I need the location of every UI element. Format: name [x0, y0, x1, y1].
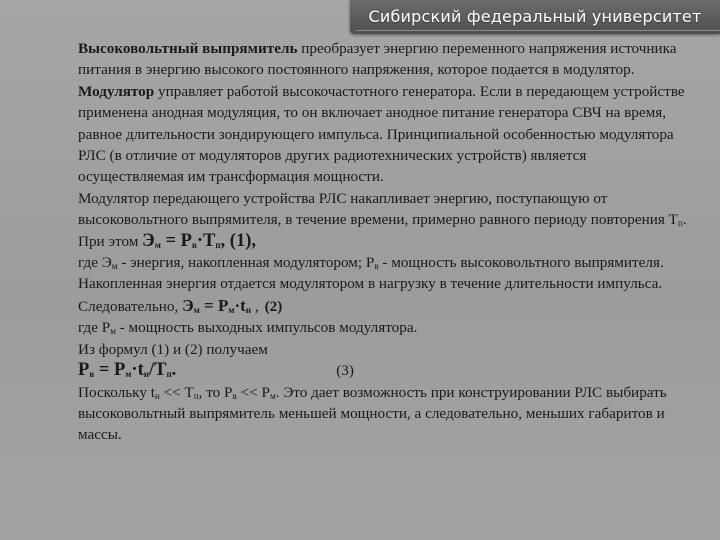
formula-3-part: .	[171, 360, 177, 381]
formula-2-part: Э	[182, 295, 194, 315]
sub-text: и	[154, 390, 160, 401]
formula-3-sub: п	[166, 369, 172, 380]
sub-text: м	[269, 390, 276, 401]
rectifier-text: преобразует энергию переменного напряжения источника питания в энергию высокого постоянного напряжения, которое подается в модулятор.	[78, 40, 677, 79]
formula-3-part: ·t	[131, 360, 144, 381]
formula-1-sub: м	[154, 239, 161, 250]
formula-3-sub: в	[89, 369, 95, 380]
header-title: Сибирский федеральный университет	[368, 7, 702, 26]
formula-1-sub: в	[191, 239, 197, 250]
formula-2-sub: м	[193, 304, 200, 315]
paragraph-conclusion	[42, 382, 692, 446]
sub-text: м	[110, 326, 116, 337]
sub-text: м	[111, 261, 118, 272]
paragraph-output-power	[42, 317, 692, 338]
paragraph-formula-3	[42, 360, 692, 381]
output-power-text: где Р	[78, 319, 111, 337]
sub-text: п	[193, 390, 199, 401]
energy-text-2: . При этом	[78, 211, 687, 250]
output-power-text: - мощность выходных импульсов модулятора.	[115, 319, 418, 337]
formula-1-part: = Р	[160, 230, 192, 251]
formula-1-sub: п	[215, 239, 221, 250]
definitions-text: - мощность высоковольтного выпрямителя. Накопленная энергия отдается модулятором в нагрузку в течение длительности импульса. Следовательно,	[78, 254, 664, 315]
formula-1-part: ·Т	[196, 230, 216, 251]
energy-text: Модулятор передающего устройства РЛС накапливает энергию, поступающую от высоковольтного выпрямителя, в течение времени, примерно равного периоду повторения Т	[78, 189, 678, 229]
paragraph-rectifier	[42, 38, 692, 81]
sub-text: п	[677, 218, 683, 229]
formula-3-sub: и	[143, 369, 149, 380]
paragraph-derive: Из формул (1) и (2) получаем	[78, 340, 268, 358]
sub-text: в	[232, 390, 237, 401]
formula-2-part: ·t	[234, 295, 246, 315]
formula-3-part: = Р	[94, 360, 126, 381]
formula-2-number: (2)	[264, 297, 283, 315]
formula-1-number: , (1),	[220, 230, 256, 251]
formula-2-separator: ,	[251, 297, 259, 315]
formula-1-part: Э	[142, 230, 155, 251]
formula-3-part: /Т	[148, 360, 167, 381]
formula-2-sub: м	[228, 304, 235, 315]
header-divider	[356, 30, 720, 31]
formula-2-sub: и	[245, 304, 252, 315]
formula-2-part: = Р	[199, 295, 229, 315]
definitions-text: - энергия, накопленная модулятором; Р	[117, 254, 375, 272]
term-modulator: Модулятор	[78, 82, 155, 100]
formula-3-number: (3)	[336, 362, 354, 380]
formula-2	[182, 296, 251, 315]
paragraph-modulator	[42, 81, 692, 188]
definitions-text: где Э	[78, 254, 112, 272]
conclusion-text: , то Р	[198, 383, 233, 401]
conclusion-text: << Т	[159, 383, 194, 401]
sub-text: в	[374, 261, 379, 272]
conclusion-text: . Это дает возможность при конструировании РЛС выбирать высоковольтный выпрямитель меньшей мощности, а следовательно, меньших габаритов и массы.	[78, 383, 667, 444]
formula-3	[78, 360, 176, 380]
formula-3-sub: м	[125, 369, 132, 380]
formula-1	[142, 231, 256, 251]
formula-3-part: Р	[78, 360, 90, 381]
paragraph-definitions	[42, 252, 692, 317]
paragraph-energy	[42, 188, 692, 252]
slide-body	[42, 38, 692, 446]
conclusion-text: << Р	[236, 383, 270, 401]
term-rectifier: Высоковольтный выпрямитель	[78, 40, 298, 57]
conclusion-text: Поскольку t	[78, 383, 155, 401]
modulator-text: управляет работой высокочастотного генератора. Если в передающем устройстве применена анодная модуляция, то он включает анодное питание генератора СВЧ на время, равное длительности зондирующего импульса. Принципиальной особенностью модулятора РЛС (в отличие от модуляторов других радиотехнических устройств) является осуществляемая им трансформация мощности.	[78, 82, 685, 186]
